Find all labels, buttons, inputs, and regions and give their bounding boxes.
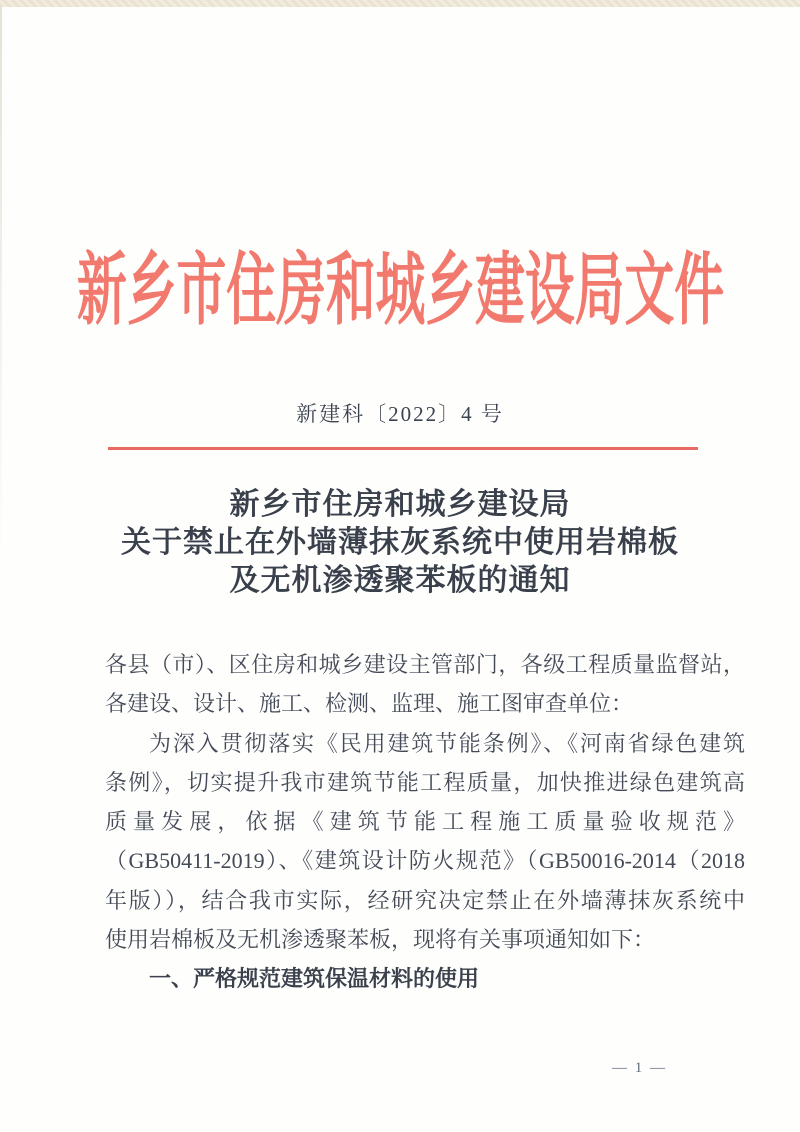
body-line: 各县（市）、区住房和城乡建设主管部门，各级工程质量监督站， (105, 652, 745, 677)
body-line: 各建设、设计、施工、检测、监理、施工图审查单位： (105, 691, 634, 717)
notice-title-line-2: 关于禁止在外墙薄抹灰系统中使用岩棉板 (121, 526, 679, 559)
red-divider-rule (108, 447, 698, 450)
body-line: 年版）），结合我市实际，经研究决定禁止在外墙薄抹灰系统中 (105, 887, 745, 913)
body-line: （GB50411-2019）、《建筑设计防火规范》（GB50016-2014（2018 (105, 848, 745, 874)
body-line: 质量发展，依据《建筑节能工程施工质量验收规范》 (105, 809, 745, 835)
page-number: — 1 — (612, 1060, 667, 1076)
notice-title-line-1: 新乡市住房和城乡建设局 (229, 488, 571, 521)
body-line: 使用岩棉板及无机渗透聚苯板，现将有关事项通知如下： (105, 927, 656, 953)
document-number: 新建科〔2022〕4 号 (296, 402, 504, 426)
notice-title (0, 486, 800, 600)
scan-edge-artifact (0, 0, 800, 7)
body-line: 为深入贯彻落实《民用建筑节能条例》、《河南省绿色建筑 (149, 730, 745, 756)
letterhead-title: 新乡市住房和城乡建设局文件 (76, 247, 724, 335)
letterhead (0, 243, 800, 339)
section-heading: 一、严格规范建筑保温材料的使用 (149, 966, 480, 992)
body-text (105, 645, 745, 999)
notice-title-line-3: 及无机渗透聚苯板的通知 (229, 564, 571, 597)
body-line: 条例》，切实提升我市建筑节能工程质量，加快推进绿色建筑高 (105, 769, 745, 795)
